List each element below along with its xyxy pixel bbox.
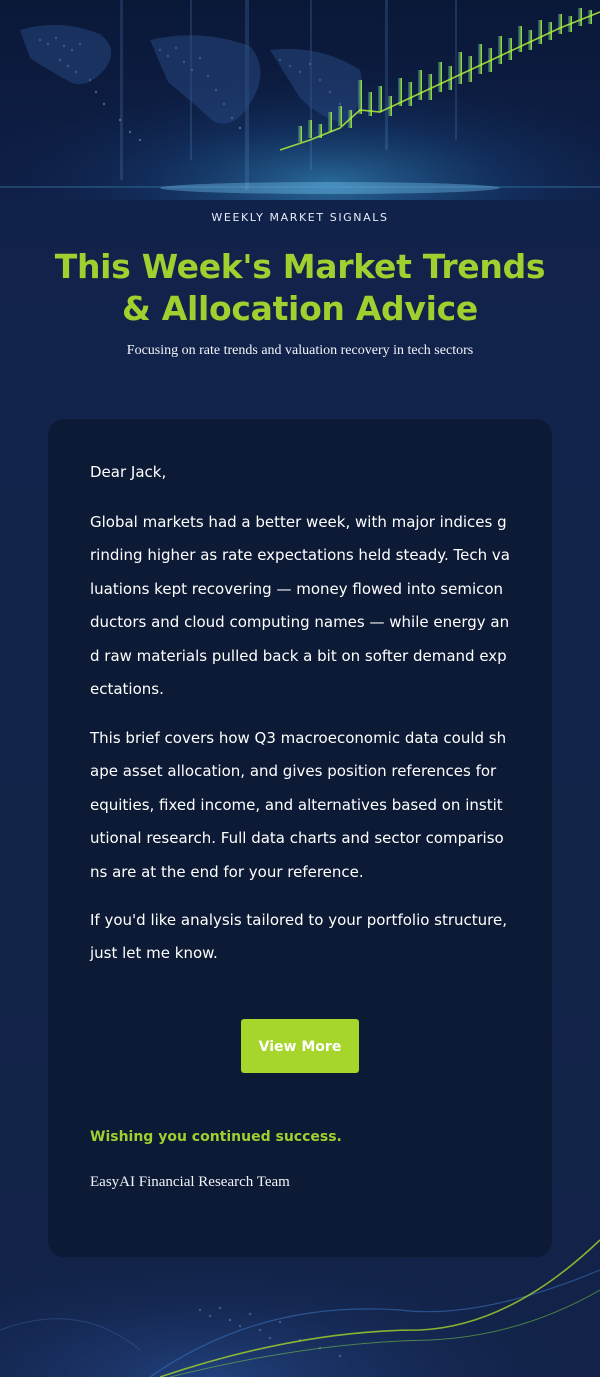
body-paragraph-1: Global markets had a better week, with major indices grinding higher as rate expectations held steady. Tech valuations kept recovering — money flowed into semiconductors and cloud computing names — while energy and raw materials pulled back a bit on softer demand expectations. xyxy=(90,513,510,699)
body-paragraph-2: This brief covers how Q3 macroeconomic data could shape asset allocation, and gives position references for equities, fixed income, and alternatives based on institutional research. Full data charts and sector comparisons are at the end for your reference. xyxy=(90,729,507,881)
greeting: Dear Jack, xyxy=(90,463,167,481)
team-signature: EasyAI Financial Research Team xyxy=(90,1174,290,1190)
eyebrow-label: WEEKLY MARKET SIGNALS xyxy=(211,211,389,224)
view-more-button[interactable]: View More xyxy=(241,1019,359,1073)
message-card xyxy=(48,419,552,1257)
page-title: This Week's Market Trends & Allocation Advice xyxy=(54,247,546,328)
hero-market-chart-art xyxy=(0,0,600,200)
body-paragraph-3: If you'd like analysis tailored to your portfolio structure, just let me know. xyxy=(90,911,508,963)
page-subtitle: Focusing on rate trends and valuation recovery in tech sectors xyxy=(126,343,474,358)
signoff-text: Wishing you continued success. xyxy=(90,1129,342,1145)
